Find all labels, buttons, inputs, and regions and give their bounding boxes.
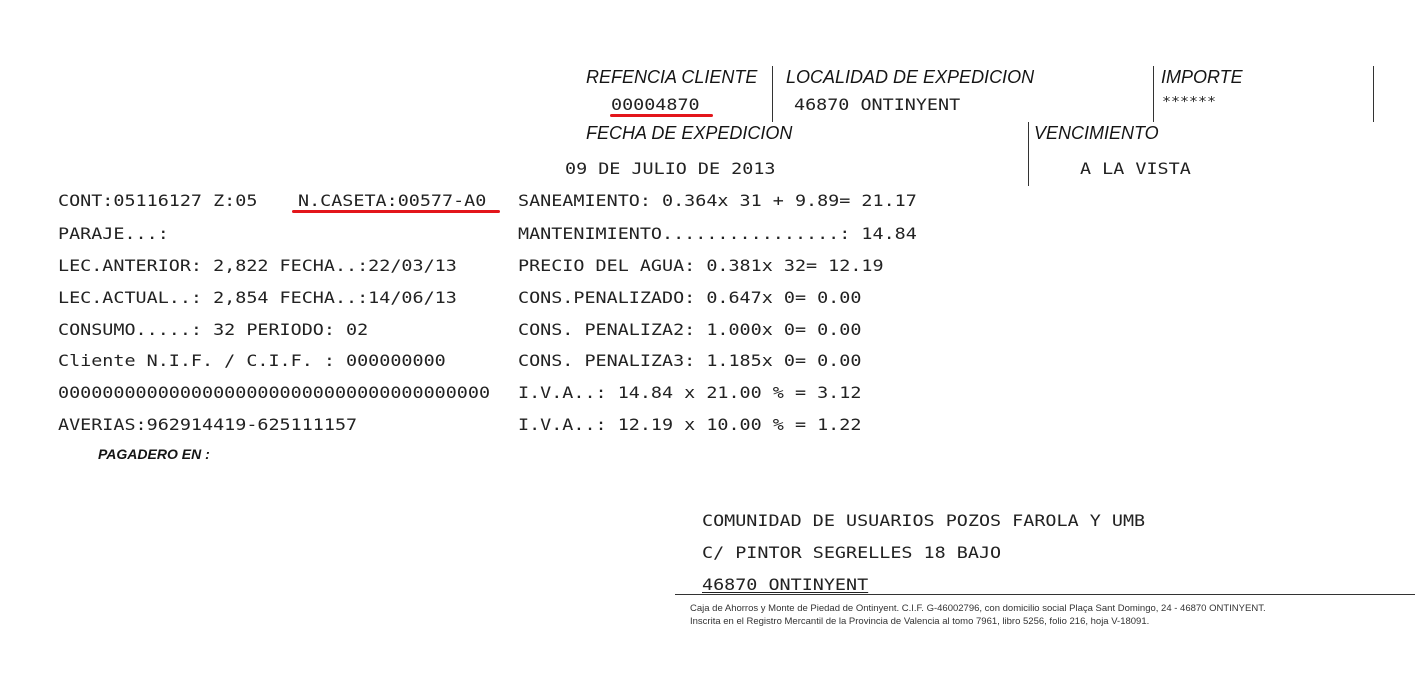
cons-penaliza3-line: CONS. PENALIZA3: 1.185x 0= 0.00 <box>518 351 862 370</box>
divider-line <box>1153 66 1154 122</box>
divider-line <box>772 66 773 122</box>
importe-value: ****** <box>1162 95 1217 110</box>
nif-line: Cliente N.I.F. / C.I.F. : 000000000 <box>58 351 446 370</box>
consumo-line: CONSUMO.....: 32 PERIODO: 02 <box>58 320 369 339</box>
divider-line <box>1028 122 1029 186</box>
caseta-value: N.CASETA:00577-A0 <box>298 191 487 210</box>
address-line-3: 46870 ONTINYENT <box>702 575 869 594</box>
saneamiento-line: SANEAMIENTO: 0.364x 31 + 9.89= 21.17 <box>518 191 917 210</box>
fecha-expedicion-label: FECHA DE EXPEDICION <box>586 123 793 143</box>
averias-line: AVERIAS:962914419-625111157 <box>58 415 358 434</box>
lec-actual-line: LEC.ACTUAL..: 2,854 FECHA..:14/06/13 <box>58 288 457 307</box>
iva-line-1: I.V.A..: 14.84 x 21.00 % = 3.12 <box>518 383 862 402</box>
cons-penalizado-line: CONS.PENALIZADO: 0.647x 0= 0.00 <box>518 288 862 307</box>
divider-line <box>1373 66 1374 122</box>
footer-line-1: Caja de Ahorros y Monte de Piedad de Ontinyent. C.I.F. G-46002796, con domicilio social Plaça Sant Domingo, 24 - 46870 ONTINYENT. <box>690 603 1266 614</box>
vencimiento-value: A LA VISTA <box>1080 159 1191 178</box>
importe-label: IMPORTE <box>1161 67 1243 87</box>
ref-cliente-value: 00004870 <box>611 95 700 114</box>
cont-line: CONT:05116127 Z:05 <box>58 191 258 210</box>
precio-agua-line: PRECIO DEL AGUA: 0.381x 32= 12.19 <box>518 256 884 275</box>
localidad-value: 46870 ONTINYENT <box>794 95 961 114</box>
address-line-1: COMUNIDAD DE USUARIOS POZOS FAROLA Y UMB <box>702 511 1146 530</box>
address-line-2: C/ PINTOR SEGRELLES 18 BAJO <box>702 543 1002 562</box>
ref-underline <box>610 114 713 117</box>
lec-anterior-line: LEC.ANTERIOR: 2,822 FECHA..:22/03/13 <box>58 256 457 275</box>
caseta-underline <box>292 210 500 213</box>
paraje-line: PARAJE...: <box>58 224 169 243</box>
footer-line-2: Inscrita en el Registro Mercantil de la Provincia de Valencia al tomo 7961, libro 5256, folio 216, hoja V-18091. <box>690 616 1150 627</box>
cons-penaliza2-line: CONS. PENALIZA2: 1.000x 0= 0.00 <box>518 320 862 339</box>
mantenimiento-line: MANTENIMIENTO................: 14.84 <box>518 224 917 243</box>
ref-cliente-label: REFENCIA CLIENTE <box>586 67 758 87</box>
pagadero-label: PAGADERO EN : <box>98 446 210 462</box>
fecha-expedicion-value: 09 DE JULIO DE 2013 <box>565 159 776 178</box>
footer-rule <box>675 594 1415 595</box>
iva-line-2: I.V.A..: 12.19 x 10.00 % = 1.22 <box>518 415 862 434</box>
localidad-label: LOCALIDAD DE EXPEDICION <box>786 67 1035 87</box>
vencimiento-label: VENCIMIENTO <box>1034 123 1159 143</box>
zeros-line: 000000000000000000000000000000000000000 <box>58 383 491 402</box>
